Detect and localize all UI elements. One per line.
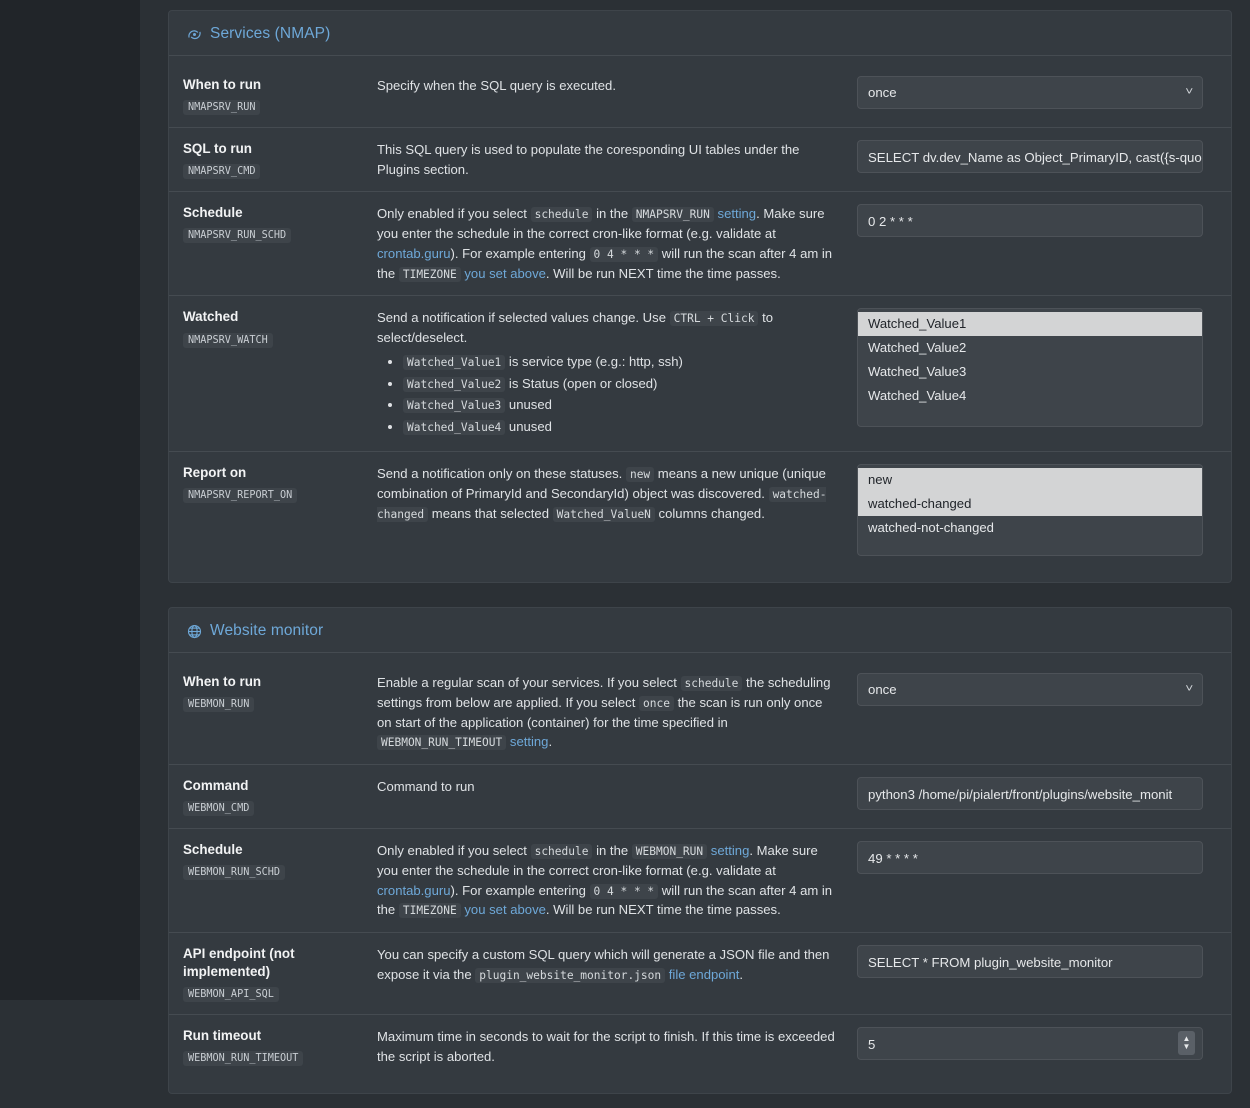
field-text[interactable] <box>857 140 1203 173</box>
field-text-value: SELECT dv.dev_Name as Object_PrimaryID, cast({s-quo <box>868 150 1202 166</box>
setting-label: When to run <box>183 674 262 690</box>
settings-page <box>140 0 1250 1065</box>
setting-description: Specify when the SQL query is executed. <box>377 78 616 93</box>
card-body <box>169 56 1231 582</box>
setting-description: Command to run <box>377 779 475 795</box>
setting-field-col <box>857 841 1203 874</box>
field-text[interactable] <box>857 204 1203 237</box>
setting-description: Enable a regular scan of your services. If you select schedule the scheduling settings from below are applied. If you select once the scan is run only once on start of the application (container) for the time specified in WEBMON_RUN_TIMEOUT setting. <box>377 675 831 750</box>
setting-description: Send a notification if selected values change. Use CTRL + Click to select/deselect. • Watched_Value1 is service type (e.g.: http, ssh) • Watched_Value2 is Status (open or closed) • Watched_Value3 unused • Watched_Value4 unused <box>377 308 857 439</box>
stepper-down-icon: ▼ <box>1182 1042 1191 1052</box>
setting-label-col <box>183 1027 377 1066</box>
listbox-option[interactable]: watched-changed <box>858 492 1202 516</box>
field-select[interactable] <box>857 673 1203 706</box>
setting-row <box>169 64 1231 128</box>
card-body <box>169 653 1231 1093</box>
field-text[interactable] <box>857 841 1203 874</box>
select-value: once <box>868 85 897 100</box>
setting-description: Only enabled if you select schedule in the NMAPSRV_RUN setting. Make sure you enter the schedule in the correct cron-like format (e.g. validate at crontab.guru). For example entering 0 4 * * * will run the scan after 4 am in the TIMEZONE you set above. Will be run NEXT time the time passes. <box>377 206 833 281</box>
setting-label-col <box>183 140 377 179</box>
setting-label-col <box>183 308 377 347</box>
setting-label-col <box>183 464 377 503</box>
listbox-option[interactable]: Watched_Value2 <box>868 340 967 356</box>
setting-label: Schedule <box>183 842 243 858</box>
globe-icon <box>187 624 202 639</box>
setting-key: NMAPSRV_CMD <box>183 164 260 179</box>
field-number-wrap <box>857 1027 1203 1060</box>
setting-field-col <box>857 308 1203 427</box>
setting-label: Command <box>183 778 249 794</box>
setting-label: Run timeout <box>183 1028 262 1044</box>
setting-row <box>169 452 1231 568</box>
setting-row <box>169 829 1231 933</box>
setting-row <box>169 661 1231 765</box>
settings-card <box>168 10 1232 583</box>
setting-key: NMAPSRV_REPORT_ON <box>183 488 297 503</box>
setting-row <box>169 1015 1231 1078</box>
setting-label: API endpoint (not implemented) <box>183 946 295 980</box>
card-title: Website monitor <box>210 622 324 640</box>
field-text-value: 49 * * * * <box>868 851 918 867</box>
setting-row <box>169 192 1231 296</box>
setting-field-col <box>857 1027 1203 1060</box>
listbox-option[interactable]: watched-not-changed <box>868 520 994 536</box>
setting-description: You can specify a custom SQL query which will generate a JSON file and then expose it via the plugin_website_monitor.json file endpoint. <box>377 947 830 982</box>
setting-description: Send a notification only on these statuses. new means a new unique (unique combination of PrimaryId and SecondaryId) object was discovered. watched-changed means that selected Watched_ValueN columns changed. <box>377 466 827 521</box>
setting-key: NMAPSRV_RUN <box>183 100 260 115</box>
setting-label: SQL to run <box>183 141 252 157</box>
field-number-value: 5 <box>868 1037 876 1053</box>
setting-field-col <box>857 76 1203 109</box>
setting-label-col <box>183 673 377 712</box>
setting-label: Report on <box>183 465 247 481</box>
setting-label: Schedule <box>183 205 243 221</box>
listbox-option[interactable]: Watched_Value3 <box>868 364 967 380</box>
chevron-down-icon: ˅ <box>1184 683 1193 696</box>
setting-label: Watched <box>183 309 239 325</box>
settings-card <box>168 607 1232 1094</box>
setting-field-col <box>857 945 1203 978</box>
listbox-option[interactable]: Watched_Value4 <box>868 388 967 404</box>
card-title: Services (NMAP) <box>210 25 331 42</box>
setting-row <box>169 765 1231 829</box>
setting-field-col <box>857 140 1203 173</box>
setting-label-col <box>183 204 377 243</box>
setting-field-col <box>857 464 1203 556</box>
setting-key: WEBMON_API_SQL <box>183 987 279 1002</box>
sidebar-gutter <box>0 0 140 1000</box>
listbox-option[interactable]: new <box>858 468 1202 492</box>
stepper-up-icon: ▲ <box>1182 1034 1191 1044</box>
setting-key: NMAPSRV_RUN_SCHD <box>183 228 291 243</box>
setting-description: Only enabled if you select schedule in the WEBMON_RUN setting. Make sure you enter the schedule in the correct cron-like format (e.g. validate at crontab.guru). For example entering 0 4 * * * will run the scan after 4 am in the TIMEZONE you set above. Will be run NEXT time the time passes. <box>377 843 833 918</box>
setting-label: When to run <box>183 77 262 92</box>
setting-description: This SQL query is used to populate the coresponding UI tables under the Plugins section. <box>377 142 800 177</box>
field-text-value: SELECT * FROM plugin_website_monitor <box>868 955 1113 971</box>
setting-row <box>169 296 1231 452</box>
setting-field-col <box>857 777 1203 810</box>
setting-field-col <box>857 204 1203 237</box>
field-number[interactable] <box>857 1027 1203 1060</box>
setting-label-col <box>183 945 377 1002</box>
setting-key: NMAPSRV_WATCH <box>183 333 273 348</box>
setting-key: WEBMON_RUN <box>183 697 254 712</box>
listbox-option[interactable]: Watched_Value1 <box>858 312 1202 336</box>
card-header <box>169 11 1231 56</box>
field-text-value: python3 /home/pi/pialert/front/plugins/website_monit <box>868 787 1173 803</box>
field-text[interactable] <box>857 945 1203 978</box>
number-stepper[interactable] <box>1178 1031 1195 1055</box>
field-listbox[interactable] <box>857 308 1203 427</box>
services-icon <box>187 27 202 42</box>
setting-description: Maximum time in seconds to wait for the script to finish. If this time is exceeded the script is aborted. <box>377 1029 835 1065</box>
setting-key: WEBMON_RUN_SCHD <box>183 865 285 880</box>
field-text[interactable] <box>857 777 1203 810</box>
card-header <box>169 608 1231 653</box>
setting-field-col <box>857 673 1203 706</box>
field-text-value: 0 2 * * * <box>868 214 913 230</box>
setting-key: WEBMON_RUN_TIMEOUT <box>183 1051 303 1066</box>
setting-key: WEBMON_CMD <box>183 801 254 816</box>
field-listbox[interactable] <box>857 464 1203 556</box>
setting-label-col <box>183 777 377 816</box>
setting-label-col <box>183 76 377 115</box>
chevron-down-icon: ˅ <box>1184 86 1193 98</box>
field-select[interactable] <box>857 76 1203 109</box>
setting-row <box>169 128 1231 192</box>
setting-row <box>169 933 1231 1015</box>
setting-label-col <box>183 841 377 880</box>
select-value: once <box>868 682 897 698</box>
